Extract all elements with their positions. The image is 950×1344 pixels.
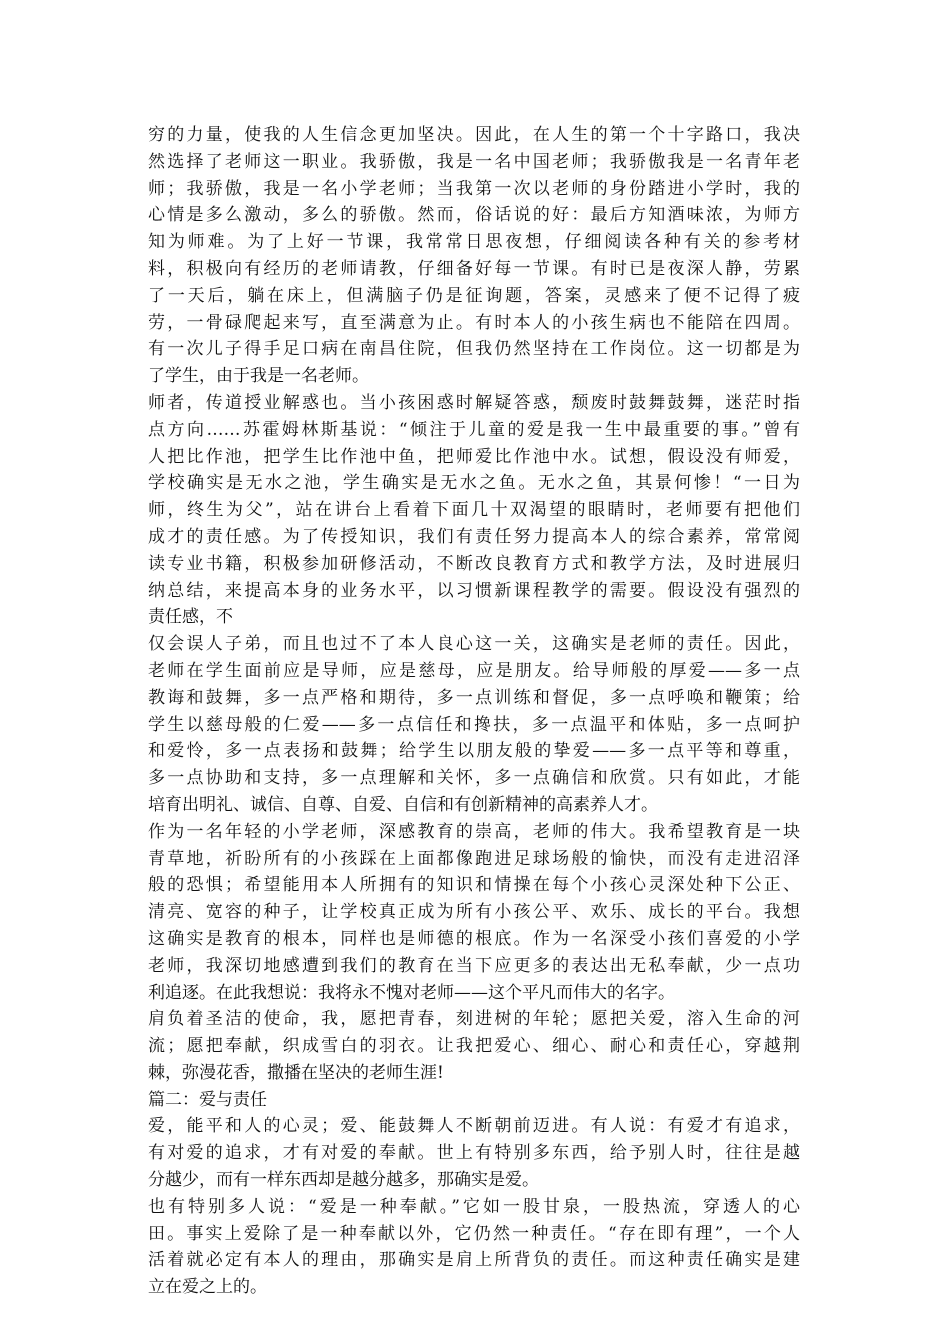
- text-line: 般的恐惧；希望能用本人所拥有的知识和情操在每个小孩心灵深处种下公正、: [148, 875, 800, 896]
- text-line: 读专业书籍，积极参加研修活动，不断改良教育方式和教学方法，及时进展归: [148, 553, 800, 574]
- text-line: 责任感，不: [148, 607, 233, 628]
- section-title: 篇二：爱与责任: [148, 1089, 267, 1110]
- text-line: 师者，传道授业解惑也。当小孩困惑时解疑答惑，颓废时鼓舞鼓舞，迷茫时指: [148, 392, 800, 413]
- text-line: 青草地，祈盼所有的小孩踩在上面都像跑进足球场般的愉快，而没有走进沼泽: [148, 848, 800, 869]
- paragraph-4: [148, 819, 800, 1007]
- text-line: 点方向……苏霍姆林斯基说：“倾注于儿童的爱是我一生中最重要的事。”曾有: [148, 419, 800, 440]
- text-line: 学生以慈母般的仁爱——多一点信任和搀扶，多一点温平和体贴，多一点呵护: [148, 714, 800, 735]
- text-line: 师，终生为父”，站在讲台上看着下面几十双渴望的眼睛时，老师要有把他们: [148, 500, 800, 521]
- text-line: 流；愿把奉献，织成雪白的羽衣。让我把爱心、细心、耐心和责任心，穿越荆: [148, 1036, 800, 1057]
- text-line: 清亮、宽容的种子，让学校真正成为所有小孩公平、欢乐、成长的平台。我想: [148, 902, 800, 923]
- text-line: 学校确实是无水之池，学生确实是无水之鱼。无水之鱼，其景何惨！“一日为: [148, 473, 800, 494]
- text-line: 然选择了老师这一职业。我骄傲，我是一名中国老师；我骄傲我是一名青年老: [148, 151, 800, 172]
- section-heading: [148, 1087, 800, 1114]
- paragraph-5: [148, 1006, 800, 1086]
- text-line: 爱，能平和人的心灵；爱、能鼓舞人不断朝前迈进。有人说：有爱才有追求，: [148, 1116, 800, 1137]
- text-line: 活着就必定有本人的理由，那确实是肩上所背负的责任。而这种责任确实是建: [148, 1250, 800, 1271]
- text-line: 师；我骄傲，我是一名小学老师；当我第一次以老师的身份踏进小学时，我的: [148, 178, 800, 199]
- paragraph-8: [148, 1194, 800, 1301]
- text-line: 穷的力量，使我的人生信念更加坚决。因此，在人生的第一个十字路口，我决: [148, 125, 800, 145]
- text-line: 培育出明礼、诚信、自尊、自爱、自信和有创新精神的高素养人才。: [148, 794, 658, 815]
- text-line: 知为师难。为了上好一节课，我常常日思夜想，仔细阅读各种有关的参考材: [148, 232, 800, 253]
- text-line: 利追逐。在此我想说：我将永不愧对老师——这个平凡而伟大的名字。: [148, 982, 675, 1003]
- paragraph-3: [148, 631, 800, 819]
- text-line: 作为一名年轻的小学老师，深感教育的崇高，老师的伟大。我希望教育是一块: [148, 821, 800, 842]
- text-line: 老师，我深切地感遭到我们的教育在当下应更多的表达出无私奉献，少一点功: [148, 955, 800, 976]
- text-line: 教诲和鼓舞，多一点严格和期待，多一点训练和督促，多一点呼唤和鞭策；给: [148, 687, 800, 708]
- text-line: 棘，弥漫花香，撒播在坚决的老师生涯!: [148, 1062, 444, 1083]
- paragraph-7: [148, 1113, 800, 1193]
- text-line: 田。事实上爱除了是一种奉献以外，它仍然一种责任。“存在即有理”，一个人: [148, 1223, 800, 1244]
- text-line: 仅会误人子弟，而且也过不了本人良心这一关，这确实是老师的责任。因此，: [148, 634, 800, 655]
- text-line: 和爱怜，多一点表扬和鼓舞；给学生以朋友般的挚爱——多一点平等和尊重，: [148, 741, 800, 762]
- text-line: 这确实是教育的根本，同样也是师德的根底。作为一名深受小孩们喜爱的小学: [148, 928, 800, 949]
- text-line: 有一次儿子得手足口病在南昌住院，但我仍然坚持在工作岗位。这一切都是为: [148, 339, 800, 360]
- text-line: 心情是多么激动，多么的骄傲。然而，俗话说的好：最后方知酒味浓，为师方: [148, 205, 800, 226]
- text-line: 了学生，由于我是一名老师。: [148, 366, 369, 387]
- text-line: 了一天后，躺在床上，但满脑子仍是征询题，答案，灵感来了便不记得了疲: [148, 285, 800, 306]
- document-page: [148, 122, 800, 1301]
- text-line: 分越少，而有一样东西却是越分越多，那确实是爱。: [148, 1170, 539, 1191]
- text-line: 成才的责任感。为了传授知识，我们有责任努力提高本人的综合素养，常常阅: [148, 526, 800, 547]
- paragraph-2: [148, 390, 800, 631]
- text-line: 多一点协助和支持，多一点理解和关怀，多一点确信和欣赏。只有如此，才能: [148, 768, 800, 789]
- text-line: 纳总结，来提高本身的业务水平，以习惯新课程教学的需要。假设没有强烈的: [148, 580, 800, 601]
- paragraph-1: [148, 122, 800, 390]
- text-line: 老师在学生面前应是导师，应是慈母，应是朋友。给导师般的厚爱——多一点: [148, 660, 800, 681]
- text-line: 立在爱之上的。: [148, 1277, 267, 1298]
- text-line: 人把比作池，把学生比作池中鱼，把师爱比作池中水。试想，假设没有师爱，: [148, 446, 800, 467]
- text-line: 肩负着圣洁的使命，我，愿把青春，刻进树的年轮；愿把关爱，溶入生命的河: [148, 1009, 800, 1030]
- text-line: 有对爱的追求，才有对爱的奉献。世上有特别多东西，给予别人时，往往是越: [148, 1143, 800, 1164]
- text-line: 劳，一骨碌爬起来写，直至满意为止。有时本人的小孩生病也不能陪在四周。: [148, 312, 800, 333]
- text-line: 也有特别多人说：“爱是一种奉献。”它如一股甘泉，一股热流，穿透人的心: [148, 1196, 800, 1217]
- text-line: 料，积极向有经历的老师请教，仔细备好每一节课。有时已是夜深人静，劳累: [148, 258, 800, 279]
